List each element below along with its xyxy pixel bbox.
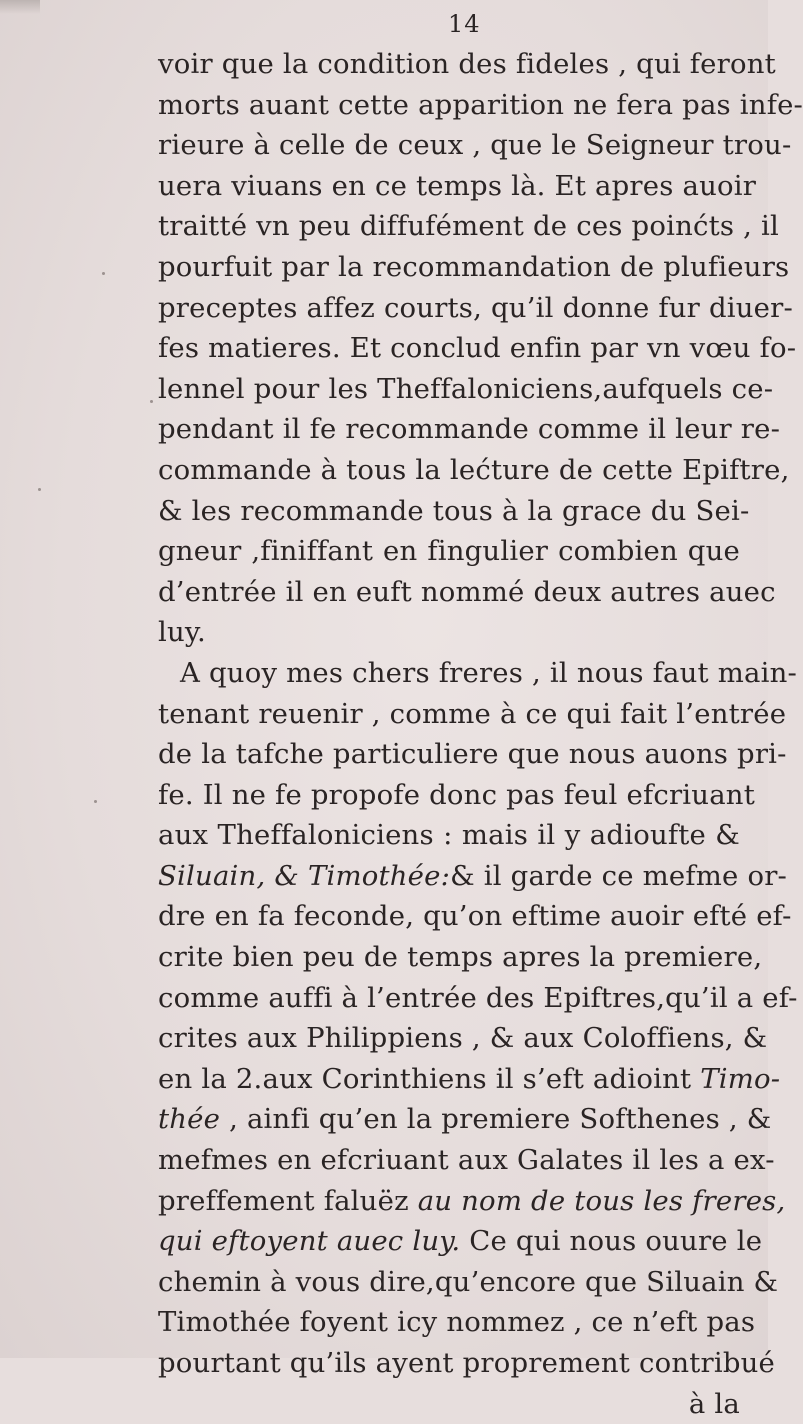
- text-segment: pourtant qu’ils ayent proprement contribué: [158, 1347, 776, 1379]
- text-line: [158, 409, 781, 450]
- italic-text-segment: Siluain, & Timothée:: [158, 859, 451, 892]
- text-line: [158, 856, 788, 897]
- text-segment: rieure à celle de ceux , que le Seigneur trou-: [158, 129, 792, 162]
- text-segment: à la: [688, 1387, 740, 1420]
- text-segment: en la 2.aux Corinthiens il s’eft adioint: [158, 1062, 701, 1095]
- text-segment: morts auant cette apparition ne fera pas infe-: [158, 88, 803, 121]
- ink-speck: [94, 800, 97, 803]
- text-segment: Timothée foyent icy nommez , ce n’eft pas: [158, 1306, 756, 1339]
- page-corner-shadow: [0, 0, 40, 14]
- text-segment: tenant reuenir , comme à ce qui fait l’entrée: [158, 697, 787, 730]
- text-line: [158, 44, 776, 85]
- italic-text-segment: qui eftoyent auec luy.: [158, 1225, 461, 1258]
- text-line: [158, 937, 763, 978]
- text-line: [158, 1099, 772, 1140]
- text-segment: Ce qui nous ouure le: [460, 1225, 763, 1258]
- text-segment: commande à tous la lećture de cette Epiftre,: [158, 453, 790, 486]
- ink-speck: [38, 488, 41, 491]
- text-segment: dre en fa feconde, qu’on eftime auoir efté ef-: [158, 900, 792, 933]
- text-line: [158, 734, 787, 775]
- text-line: [158, 450, 790, 491]
- text-segment: , ainfi qu’en la premiere Softhenes , &: [220, 1103, 772, 1136]
- text-segment: de la tafche particuliere que nous auons pri-: [158, 738, 787, 771]
- text-segment: uera viuans en ce temps là. Et apres auoir: [158, 169, 757, 202]
- text-line: [158, 978, 798, 1019]
- text-line: [158, 1059, 781, 1100]
- text-segment: lennel pour les Theffaloniciens,aufquels ce-: [158, 372, 774, 405]
- text-line: [158, 896, 792, 937]
- text-line: [158, 653, 798, 694]
- text-line: [158, 125, 792, 166]
- text-line: [158, 612, 740, 653]
- text-line: [158, 1262, 779, 1303]
- body-text: [158, 44, 803, 1424]
- italic-text-segment: Timo-: [700, 1062, 781, 1095]
- text-line: [158, 206, 779, 247]
- text-segment: pourfuit par la recommandation de plufieurs: [158, 250, 790, 283]
- text-segment: & les recommande tous à la grace du Sei-: [158, 494, 750, 527]
- text-line: [158, 1181, 786, 1222]
- text-segment: crites aux Philippiens , & aux Coloffiens, &: [158, 1022, 768, 1055]
- text-segment: preceptes affez courts, qu’il donne fur diuer-: [158, 291, 793, 324]
- text-segment: A quoy mes chers freres , il nous faut main-: [180, 656, 798, 689]
- text-segment: traitté vn peu diffufément de ces poinćts , il: [158, 210, 779, 243]
- text-line: [158, 775, 755, 816]
- text-line: [158, 694, 787, 735]
- text-line: [158, 85, 803, 126]
- text-line: [158, 288, 793, 329]
- italic-text-segment: au nom de tous les freres,: [417, 1184, 786, 1217]
- ink-speck: [150, 400, 153, 403]
- text-segment: gneur ,finiffant en fingulier combien que: [158, 535, 740, 568]
- text-line: [158, 572, 776, 613]
- text-segment: fe. Il ne fe propofe donc pas feul efcriuant: [158, 778, 755, 811]
- text-segment: aux Theffaloniciens : mais il y adioufte &: [158, 819, 740, 852]
- text-segment: d’entrée il en euft nommé deux autres auec: [158, 575, 776, 608]
- text-line: [158, 531, 740, 572]
- text-line: [158, 1343, 776, 1384]
- text-line: [158, 369, 774, 410]
- text-line: [158, 1302, 756, 1343]
- text-segment: pendant il fe recommande comme il leur re-: [158, 413, 781, 446]
- page-number: 14: [448, 10, 481, 38]
- text-line: [158, 1018, 768, 1059]
- text-segment: voir que la condition des fideles , qui feront: [158, 48, 776, 80]
- text-line: [158, 1140, 775, 1181]
- text-line: [158, 328, 797, 369]
- text-segment: & il garde ce mefme or-: [450, 859, 788, 892]
- text-line: [158, 247, 790, 288]
- text-line: [158, 1221, 763, 1262]
- text-line: [158, 815, 740, 856]
- text-segment: crite bien peu de temps apres la premiere,: [158, 941, 763, 974]
- text-segment: fes matieres. Et conclud enfin par vn vœu fo-: [158, 332, 797, 365]
- italic-text-segment: thée: [158, 1103, 221, 1136]
- text-segment: comme auffi à l’entrée des Epiftres,qu’il a ef-: [158, 981, 798, 1014]
- text-segment: luy.: [158, 616, 206, 649]
- text-line: [158, 166, 757, 207]
- text-line: [158, 1384, 740, 1424]
- text-segment: mefmes en efcriuant aux Galates il les a ex-: [158, 1144, 775, 1177]
- text-segment: chemin à vous dire,qu’encore que Siluain &: [158, 1265, 779, 1298]
- ink-speck: [102, 272, 105, 275]
- text-segment: preffement faluëz: [158, 1184, 418, 1217]
- text-line: [158, 491, 750, 532]
